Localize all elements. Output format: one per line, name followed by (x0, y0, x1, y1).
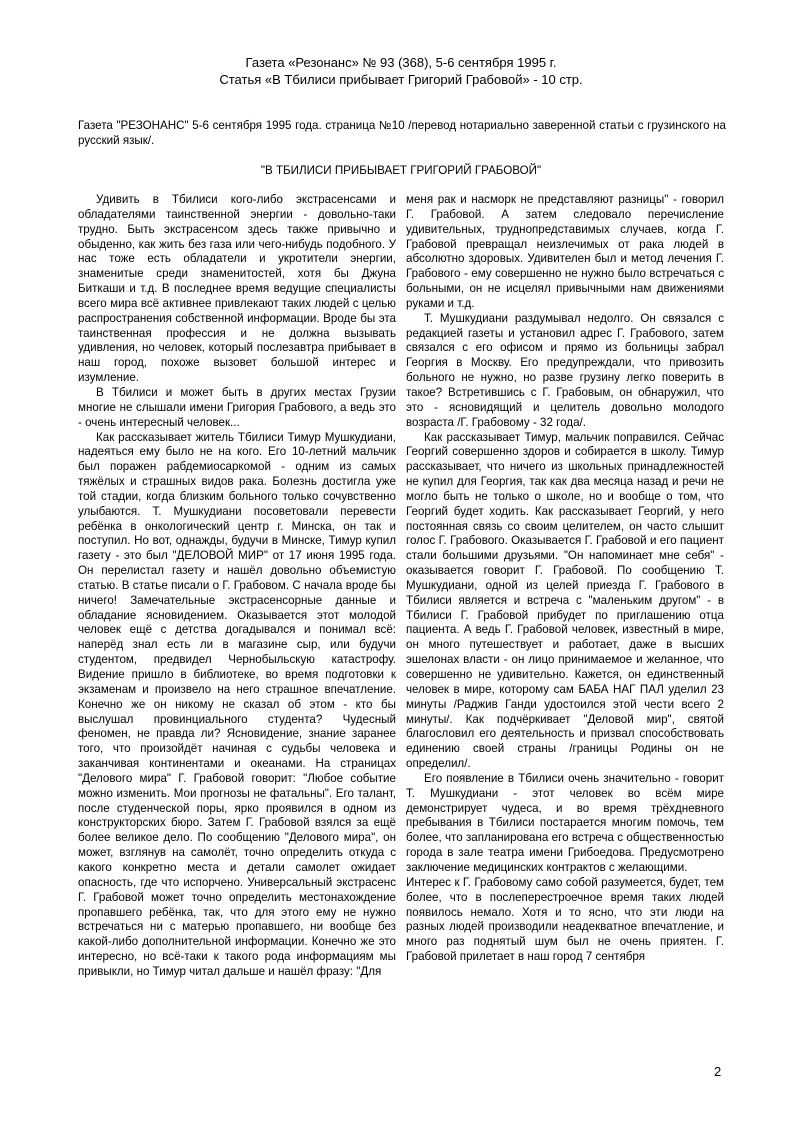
paragraph: Как рассказывает житель Тбилиси Тимур Мушкудиани, надеяться ему было не на кого. Его 10-летний мальчик был поражен рабдемиосаркомой - одним из самых тяжёлых и страшных видов рака. Болезнь достигла уже той стадии, когда близким больного только сочувственно улыбаются. Т. Мушкудиани посоветовали перевести ребёнка в онкологический центр г. Минска, он так и поступил. Но вот, однажды, будучи в Минске, Тимур купил газету - это был "ДЕЛОВОЙ МИР" от 17 июня 1995 года. Он перелистал газету и нашёл довольно объемистую статью. В статье писали о Г. Грабовом. С начала вроде бы ничего! Замечательные экстрасенсорные данные и обладание ясновидением. Оказывается этот молодой человек ещё с детства догадывался и понимал всё: наперёд знал есть ли в магазине сыр, или будучи студентом, предвидел Чернобыльскую катастрофу. Видение пришло в библиотеке, во время подготовки к экзаменам и произвело на него страшное впечатление. Конечно же он никому не сказал об этом - кто бы выслушал провинциального студента? Чудесный феномен, не правда ли? Ясновидение, знание заранее того, что произойдёт начиная с судьбы человека и заканчивая континентами и океанами. На страницах "Делового мира" Г. Грабовой говорит: "Любое событие можно изменить. Мои прогнозы не фатальны". Его талант, после студенческой поры, ярко проявился в одном из конструкторских бюро. Затем Г. Грабовой взялся за ещё более великое дело. По сообщению "Делового мира", он может, взглянув на самолёт, точно определить откуда с какого конкретно места и детали самолет ожидает опасность, где что испорчено. Универсальный экстрасенс Г. Грабовой может точно определить местонахождение пропавшего ребёнка, так, что для этого ему не нужно встречаться ни с матерью пропавшего, ни вообще без какой-либо дополнительной информации. Конечно же это интересно, но всё-таки к такого рода информациям мы привыкли, но Тимур читал дальше и нашёл фразу: "Для (78, 430, 396, 978)
page-number: 2 (714, 1064, 722, 1079)
paragraph: Как рассказывает Тимур, мальчик поправился. Сейчас Георгий совершенно здоров и собирается в школу. Тимур рассказывает, что ничего из школьных принадлежностей не купил для Георгия, так как два месяца назад и речи не могло быть не только о школе, но и вообще о том, что Георгий будет ходить. Как рассказывает Георгий, у него постоянная связь со своим целителем, он часто слышит голос Г. Грабового. Оказывается Г. Грабовой и его пациент стали большими друзьями. "Он напоминает мне себя" - оказывается говорит Г. Грабовой. По сообщению Т. Мушкудиани, одной из целей приезда Г. Грабового в Тбилиси является и встреча с "маленьким другом" - в Тбилиси Г. Грабовой прибудет по приглашению отца пациента. А ведь Г. Грабовой человек, известный в мире, он много путешествует и работает, даже в высших эшелонах власти - он лицо принимаемое и желанное, что совершенно не удивительно. Кажется, он единственный человек в мире, которому сам БАБА НАГ ПАЛ уделил 23 минуты /Раджив Ганди удостоился этой чести всего 2 минуты/. Как подчёркивает "Деловой мир", святой благословил его деятельность и призвал способствовать единению своей страны /границы Родины он не определил/. (406, 430, 724, 771)
page-header (0, 54, 802, 88)
paragraph: В Тбилиси и может быть в других местах Грузии многие не слышали имени Григория Грабового, а ведь это - очень интересный человек... (78, 385, 396, 429)
header-line-article: Статья «В Тбилиси прибывает Григорий Грабовой» - 10 стр. (219, 72, 583, 87)
left-column (78, 193, 396, 1023)
paragraph: меня рак и насморк не представляют разницы" - говорил Г. Грабовой. А затем следовало перечисление удивительных, труднопредставимых случаев, когда Г. Грабовой превращал неизлечимых от рака людей в абсолютно здоровых. Удивителен был и метод лечения Г. Грабового - ему совершенно не нужно было встречаться с больными, он не исцелял привычными нам движениями руками и т.д. (406, 193, 724, 310)
header-line-newspaper: Газета «Резонанс» № 93 (368), 5-6 сентября 1995 г. (245, 55, 557, 70)
article-title: "В ТБИЛИСИ ПРИБЫВАЕТ ГРИГОРИЙ ГРАБОВОЙ" (260, 164, 542, 177)
right-column (406, 193, 724, 1023)
paragraph: Его появление в Тбилиси очень значительно - говорит Т. Мушкудиани - этот человек во всём мире демонстрирует чудеса, и во время трёхдневного пребывания в Тбилиси постарается многим помочь, тем более, что запланирована его встреча с общественностью города в зале театра имени Грибоедова. Предусмотрено заключение медицинских контрактов с желающими. (406, 771, 724, 874)
intro-paragraph: Газета "РЕЗОНАНС" 5-6 сентября 1995 года. страница №10 /перевод нотариально заверенной статьи с грузинского на русский язык/. (78, 119, 726, 147)
paragraph: Интерес к Г. Грабовому само собой разумеется, будет, тем более, что в послеперестроечное время таких людей появилось немало. Хотя и то ясно, что эти люди на разных людей производили неадекватное впечатление, и много раз поднятый шум был не очень приятен. Г. Грабовой прилетает в наш город 7 сентября (406, 875, 724, 964)
paragraph: Удивить в Тбилиси кого-либо экстрасенсами и обладателями таинственной энергии - довольно-таки трудно. Быть экстрасенсом здесь также привычно и обыденно, как жить без газа или чего-нибудь подобного. У нас тоже есть обладатели и укротители энергии, знаменитые среди знаменитостей, хотя бы Джуна Биткаши и т.д. В последнее время ведущие специалисты всего мира всё активнее привлекают таких людей с целью распространения собственной информации. Вроде бы эта таинственная профессия и не должна вызывать удивления, но человек, который послезавтра прибывает в наш город, похоже вызовет большой интерес и изумление. (78, 193, 396, 385)
paragraph: Т. Мушкудиани раздумывал недолго. Он связался с редакцией газеты и установил адрес Г. Грабового, затем связался с его офисом и прямо из больницы забрал Георгия в Москву. Его предупреждали, что привозить больного не нужно, но разве грузину легко поверить в такое? Встретившись с Г. Грабовым, он обнаружил, что это - ясновидящий и целитель довольно молодого возраста /Г. Грабовому - 32 года/. (406, 311, 724, 429)
